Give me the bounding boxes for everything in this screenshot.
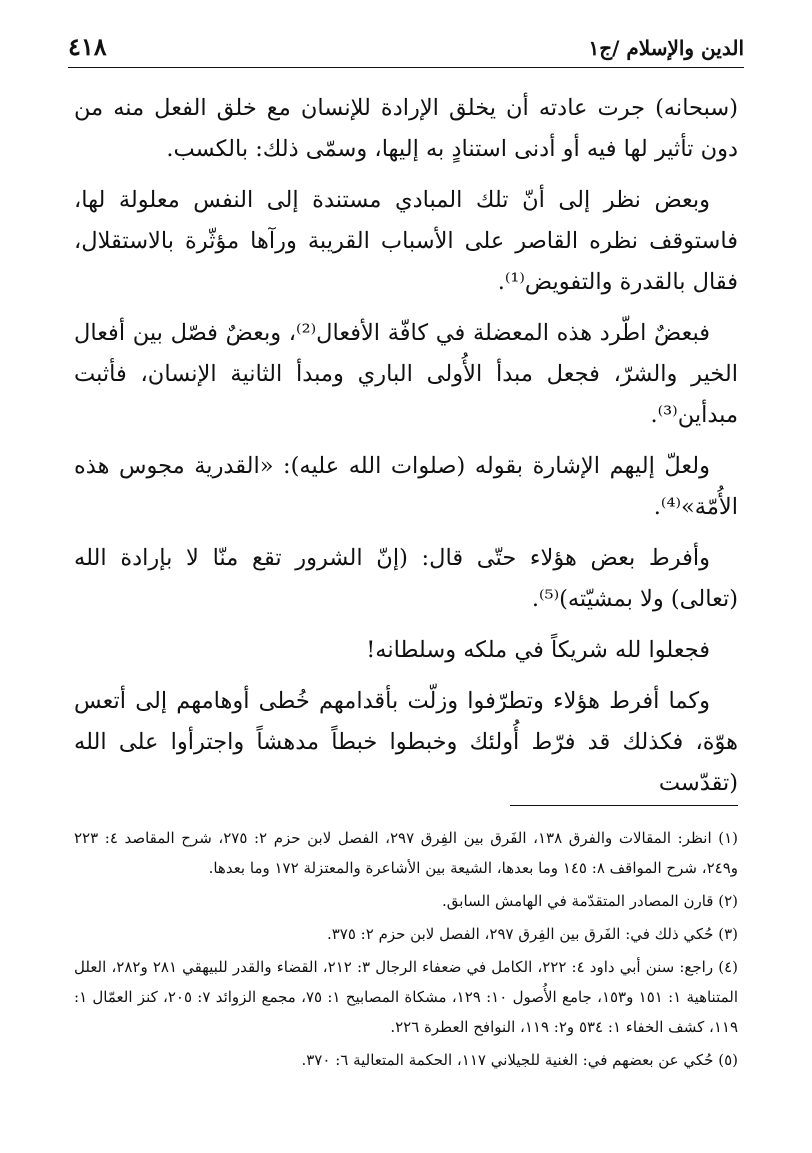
footnote: (٢) قارن المصادر المتقدّمة في الهامش السابق. — [442, 892, 738, 910]
footnote: (٤) راجع: سنن أبي داود ٤: ٢٢٢، الكامل في ضعفاء الرجال ٣: ٢١٢، القضاء والقدر للبيهقي ٢٨١ و٢٨٢، العلل المتناهية ١: ١٥١ و١٥٣، جامع الأُصول ١٠: ١٢٩، مشكاة المصابيح ١: ٧٥، مجمع الزوائد ٧: ٢٠٥، كنز العمّال ١: ١١٩، كشف الخفاء ١: ٥٣٤ و٢: ١١٩، النوافح العطرة ٢٢٦. — [74, 958, 739, 1036]
footnotes — [74, 823, 738, 1078]
paragraph: فجعلوا لله شريكاً في ملكه وسلطانه! — [366, 637, 710, 663]
paragraph: فبعضٌ اطّرد هذه المعضلة في كافّة الأفعال⁽²⁾، وبعضٌ فصّل بين أفعال الخير والشرّ، فجعل مبدأ الأُولى الباري ومبدأ الثانية الإنسان، فأثبت مبدأين⁽³⁾. — [74, 320, 738, 428]
footnote-separator — [510, 805, 738, 806]
paragraph: وبعض نظر إلى أنّ تلك المبادي مستندة إلى النفس معلولة لها، فاستوقف نظره القاصر على الأسباب القريبة ورآها مؤثّرة بالاستقلال، فقال بالقدرة والتفويض⁽¹⁾. — [74, 187, 738, 295]
footnote: (٣) حُكي ذلك في: الفَرق بين الفِرق ٢٩٧، الفصل لابن حزم ٢: ٣٧٥. — [326, 925, 738, 943]
paragraph: وكما أفرط هؤلاء وتطرّفوا وزلّت بأقدامهم خُطى أوهامهم إلى أتعس هوّة، فكذلك قد فرّط أُولئك وخبطوا خبطاً مدهشاً واجترأوا على الله (تقدّست — [74, 688, 738, 796]
paragraph: ولعلّ إليهم الإشارة بقوله (صلوات الله عليه): «القدرية مجوس هذه الأُمّة»⁽⁴⁾. — [74, 453, 738, 520]
main-text — [74, 88, 738, 814]
footnote: (٥) حُكي عن بعضهم في: الغنية للجيلاني ١١٧، الحكمة المتعالية ٦: ٣٧٠. — [301, 1051, 738, 1069]
page-number: ٤١٨ — [68, 32, 107, 61]
header-rule — [68, 67, 744, 68]
footnote: (١) انظر: المقالات والفرق ١٣٨، الفَرق بين الفِرق ٢٩٧، الفصل لابن حزم ٢: ٢٧٥، شرح المقاصد ٤: ٢٢٣ و٢٤٩، شرح المواقف ٨: ١٤٥ وما بعدها، الشيعة بين الأشاعرة والمعتزلة ١٧٢ وما بعدها. — [74, 829, 739, 877]
running-header — [68, 30, 744, 70]
paragraph: (سبحانه) جرت عادته أن يخلق الإرادة للإنسان مع خلق الفعل منه من دون تأثير لها فيه أو أدنى استنادٍ به إليها، وسمّى ذلك: بالكسب. — [74, 95, 738, 162]
running-title: الدين والإسلام /ج١ — [588, 36, 744, 60]
paragraph: وأفرط بعض هؤلاء حتّى قال: (إنّ الشرور تقع منّا لا بإرادة الله (تعالى) ولا بمشيّته)⁽⁵⁾. — [74, 545, 738, 612]
